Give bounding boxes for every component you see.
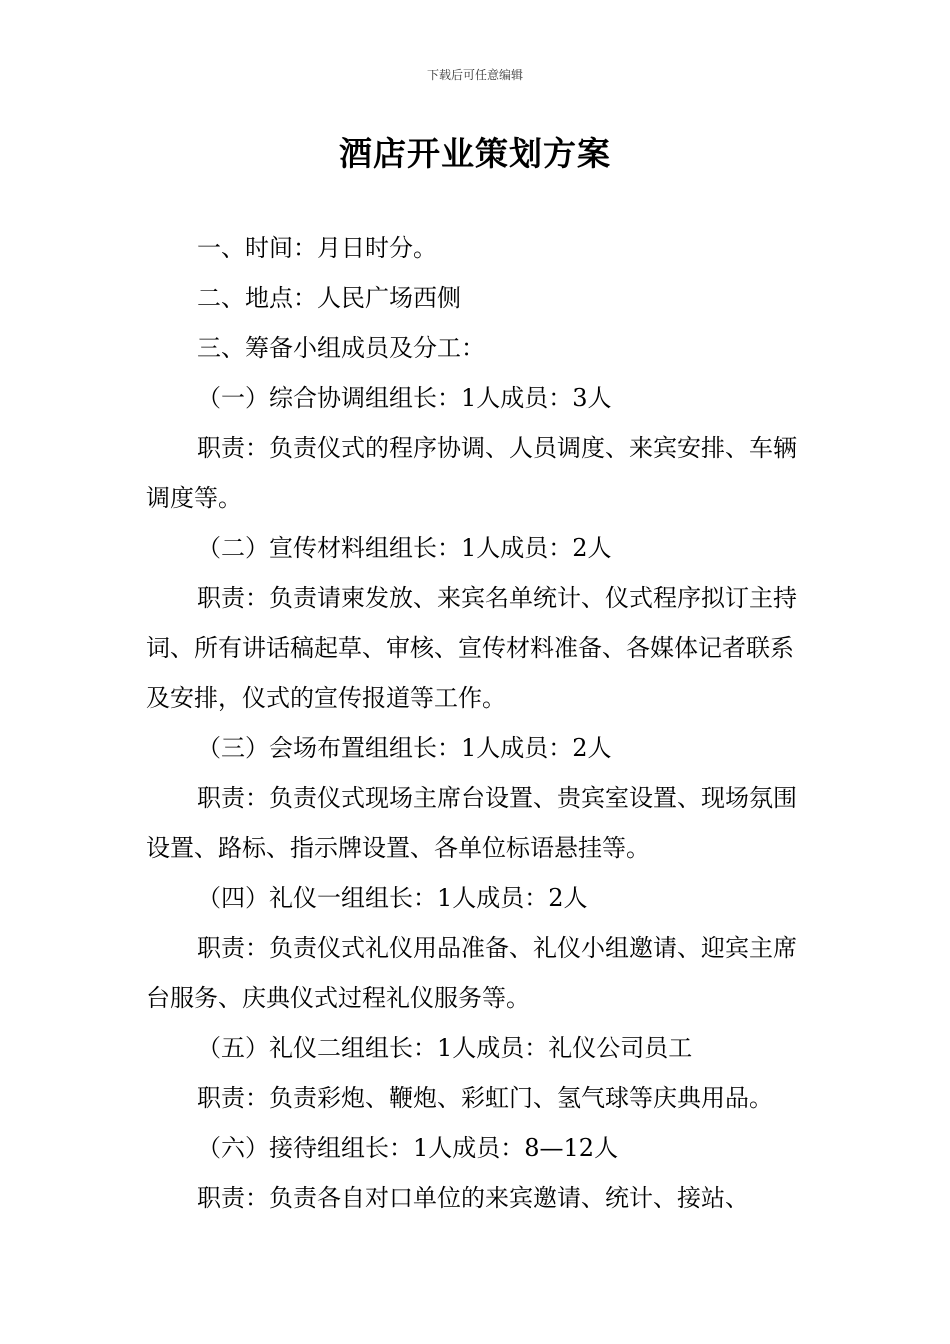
paragraph-duty-6: 职责：负责各自对口单位的来宾邀请、统计、接站、 [197, 1184, 749, 1212]
paragraph-group-5: （五）礼仪二组组长：1人成员：礼仪公司员工 [197, 1034, 693, 1062]
document-title: 酒店开业策划方案 [339, 134, 611, 173]
document-body [146, 223, 810, 1223]
paragraph-duty-2: 职责：负责请柬发放、来宾名单统计、仪式程序拟订主持词、所有讲话稿起草、审核、宣传材料准备、各媒体记者联系及安排，仪式的宣传报道等工作。 [146, 584, 797, 712]
paragraph-group-3: （三）会场布置组组长：1人成员：2人 [197, 734, 612, 762]
paragraph-duty-4: 职责：负责仪式礼仪用品准备、礼仪小组邀请、迎宾主席台服务、庆典仪式过程礼仪服务等。 [146, 934, 797, 1012]
paragraph-group-1: （一）综合协调组组长：1人成员：3人 [197, 384, 612, 412]
paragraph-group-4: （四）礼仪一组组长：1人成员：2人 [197, 884, 588, 912]
paragraph-duty-3: 职责：负责仪式现场主席台设置、贵宾室设置、现场氛围设置、路标、指示牌设置、各单位标语悬挂等。 [146, 784, 797, 862]
header-note: 下载后可任意编辑 [426, 68, 523, 82]
paragraph-team-heading: 三、筹备小组成员及分工： [197, 334, 485, 362]
paragraph-group-6: （六）接待组组长：1人成员：8—12人 [197, 1134, 619, 1162]
paragraph-time: 一、时间：月日时分。 [197, 234, 437, 262]
paragraph-group-2: （二）宣传材料组组长：1人成员：2人 [197, 534, 612, 562]
paragraph-location: 二、地点：人民广场西侧 [197, 284, 461, 312]
paragraph-duty-1: 职责：负责仪式的程序协调、人员调度、来宾安排、车辆调度等。 [146, 434, 797, 512]
paragraph-duty-5: 职责：负责彩炮、鞭炮、彩虹门、氢气球等庆典用品。 [197, 1084, 773, 1112]
